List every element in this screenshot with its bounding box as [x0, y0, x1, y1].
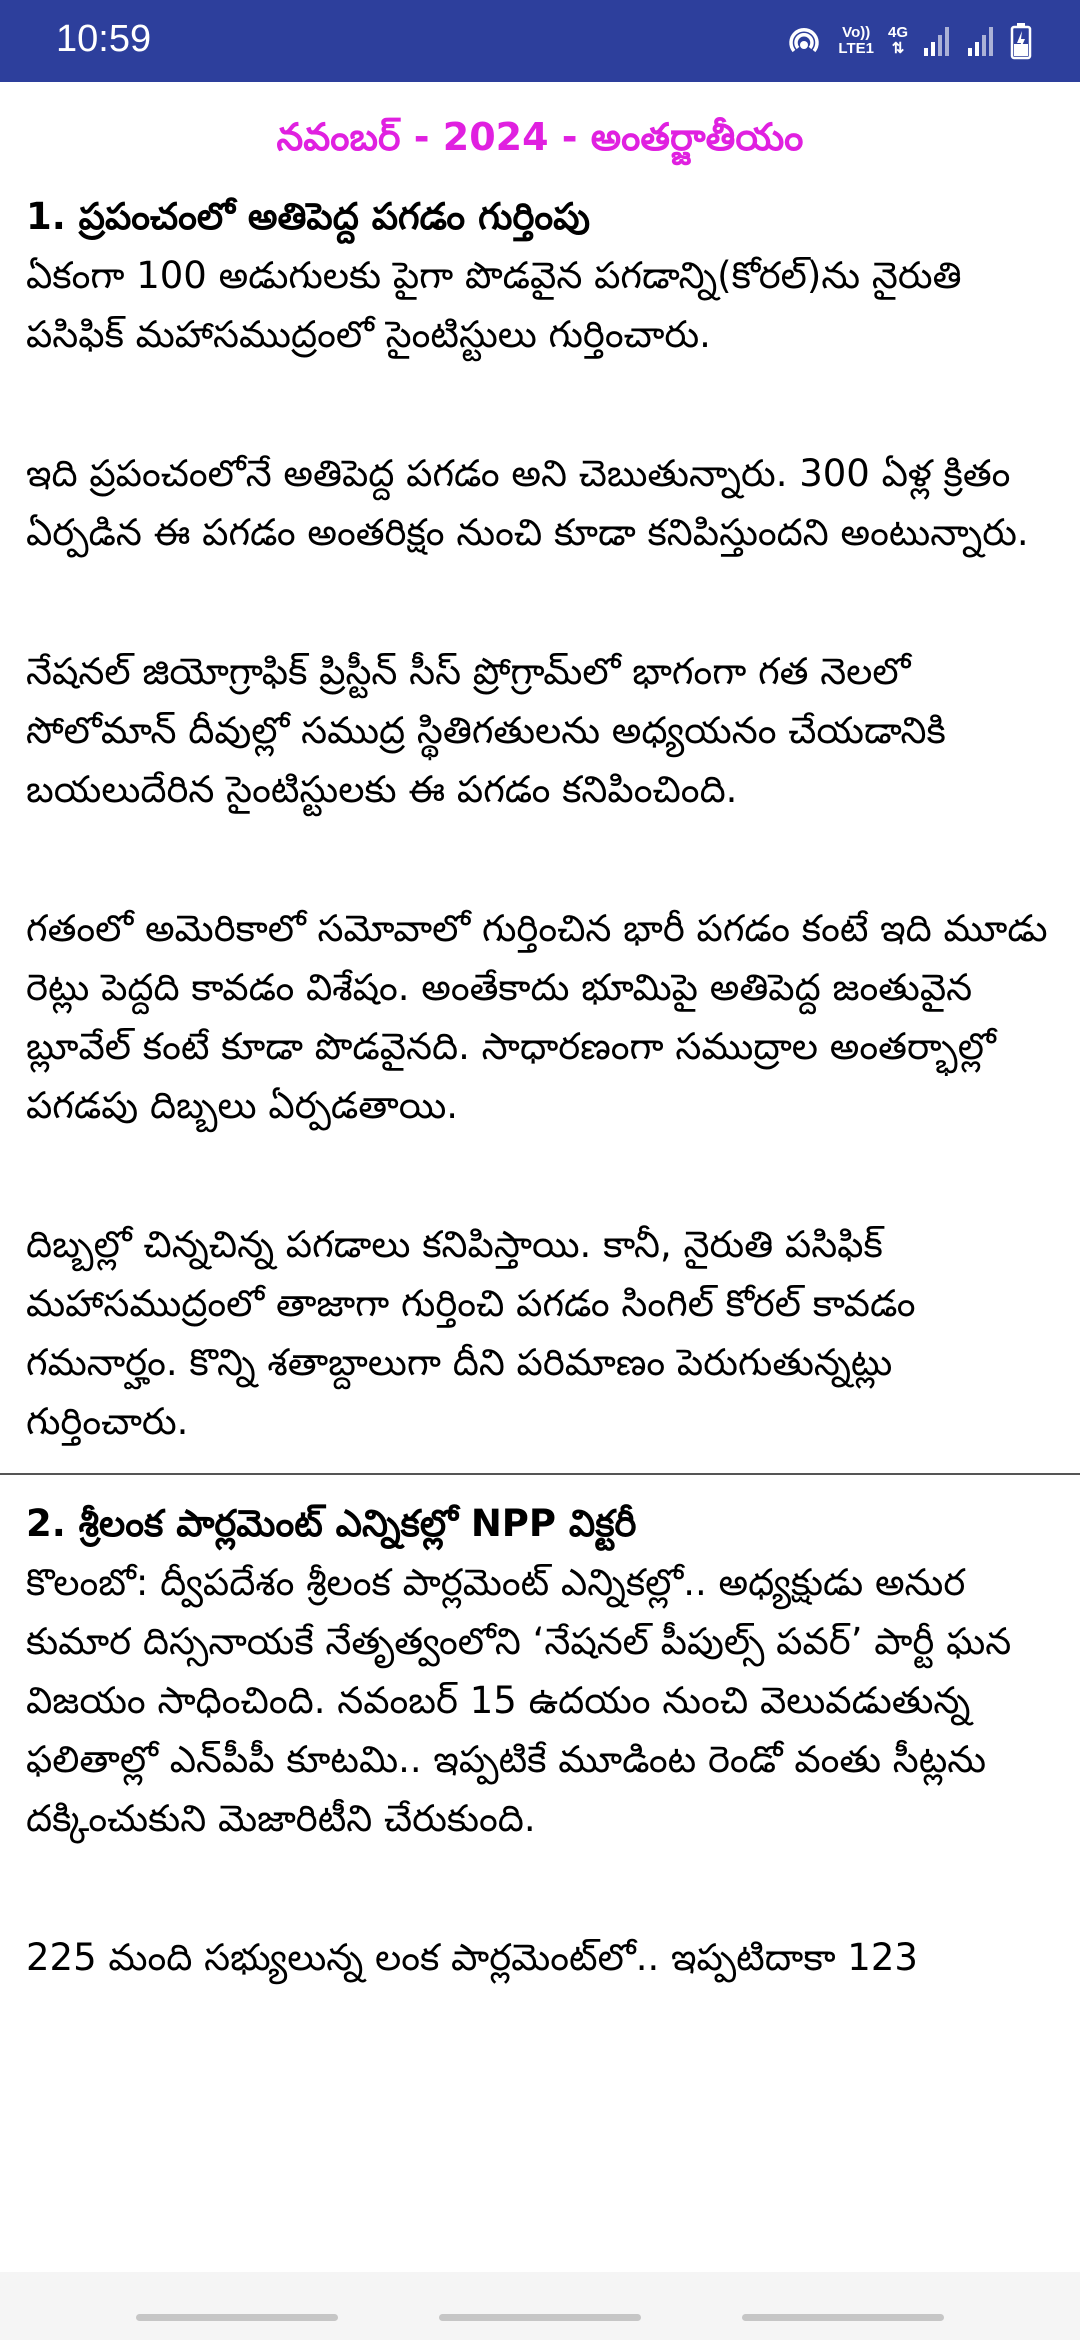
battery-charging-icon: [1010, 22, 1032, 60]
lte-label: LTE1: [838, 40, 874, 57]
signal-icon: [922, 24, 952, 58]
volte-label: Vo)): [842, 24, 871, 41]
navigation-bar: [0, 2272, 1080, 2340]
article-paragraph: కొలంబో: ద్వీపదేశం శ్రీలంక పార్లమెంట్ ఎన్నికల్లో.. అధ్యక్షుడు అనుర కుమార దిస్సనాయకే నేతృత్వంలోని ‘నేషనల్ పీపుల్స్ పవర్’ పార్టీ ఘన విజయం సాధించింది. నవంబర్ 15 ఉదయం నుంచి వెలువడుతున్న ఫలితాల్లో ఎన్‌పీపీ కూటమి.. ఇప్పటికే మూడింట రెండో వంతు సీట్లను దక్కించుకుని మెజారిటీని చేరుకుంది.: [26, 1561, 1012, 1840]
article-divider: [0, 1473, 1080, 1475]
data-arrows-icon: 4G ⇅: [887, 24, 908, 57]
article-paragraph: 225 మంది సభ్యులున్న లంక పార్లమెంట్‌లో.. ఇప్పటిదాకా 123: [26, 1936, 918, 1979]
status-bar: [0, 0, 1080, 82]
volte-icon: [838, 25, 874, 57]
article-title: 2. శ్రీలంక పార్లమెంట్ ఎన్నికల్లో NPP విక్టరీ: [26, 1502, 637, 1545]
article: [0, 1495, 1080, 1987]
content-area[interactable]: [0, 82, 1080, 2272]
article-paragraph: నేషనల్ జియోగ్రాఫిక్ ప్రిస్టీన్ సీస్ ప్రోగ్రామ్‌లో భాగంగా గత నెలలో సోలోమాన్ దీవుల్లో సముద్ర స్థితిగతులను అధ్యయనం చేయడానికి బయలుదేరిన సైంటిస్టులకు ఈ పగడం కనిపించింది.: [26, 650, 946, 811]
article: [0, 188, 1080, 1451]
status-time: 10:59: [56, 18, 152, 60]
status-icons: [784, 18, 1032, 64]
article-title: 1. ప్రపంచంలో అతిపెద్ద పగడం గుర్తింపు: [26, 195, 591, 238]
hotspot-icon: [784, 21, 824, 61]
article-paragraph: ఇది ప్రపంచంలోనే అతిపెద్ద పగడం అని చెబుతున్నారు. 300 ఏళ్ల క్రితం ఏర్పడిన ఈ పగడం అంతరిక్షం నుంచి కూడా కనిపిస్తుందని అంటున్నారు.: [26, 452, 1029, 554]
signal-icon: [966, 24, 996, 58]
nav-recents-button[interactable]: [136, 2314, 338, 2321]
nav-home-button[interactable]: [439, 2314, 641, 2321]
network-type-label: 4G: [887, 24, 908, 41]
article-paragraph: గతంలో అమెరికాలో సమోవాలో గుర్తించిన భారీ పగడం కంటే ఇది మూడు రెట్లు పెద్దది కావడం విశేషం. అంతేకాదు భూమిపై అతిపెద్ద జంతువైన బ్లూవేల్ కంటే కూడా పొడవైనది. సాధారణంగా సముద్రాల అంతర్భాల్లో పగడపు దిబ్బలు ఏర్పడతాయి.: [26, 907, 1048, 1127]
nav-back-button[interactable]: [742, 2314, 944, 2321]
article-paragraph: దిబ్బల్లో చిన్నచిన్న పగడాలు కనిపిస్తాయి. కానీ, నైరుతి పసిఫిక్ మహాసముద్రంలో తాజాగా గుర్తించి పగడం సింగిల్ కోరల్ కావడం గమనార్హం. కొన్ని శతాబ్దాలుగా దీని పరిమాణం పెరుగుతున్నట్లు గుర్తించారు.: [26, 1223, 916, 1443]
article-paragraph: ఏకంగా 100 అడుగులకు పైగా పొడవైన పగడాన్ని(కోరల్)ను నైరుతి పసిఫిక్ మహాసముద్రంలో సైంటిస్టులు గుర్తించారు.: [26, 254, 962, 356]
page-title: నవంబర్ - 2024 - అంతర్జాతీయం: [276, 115, 804, 159]
